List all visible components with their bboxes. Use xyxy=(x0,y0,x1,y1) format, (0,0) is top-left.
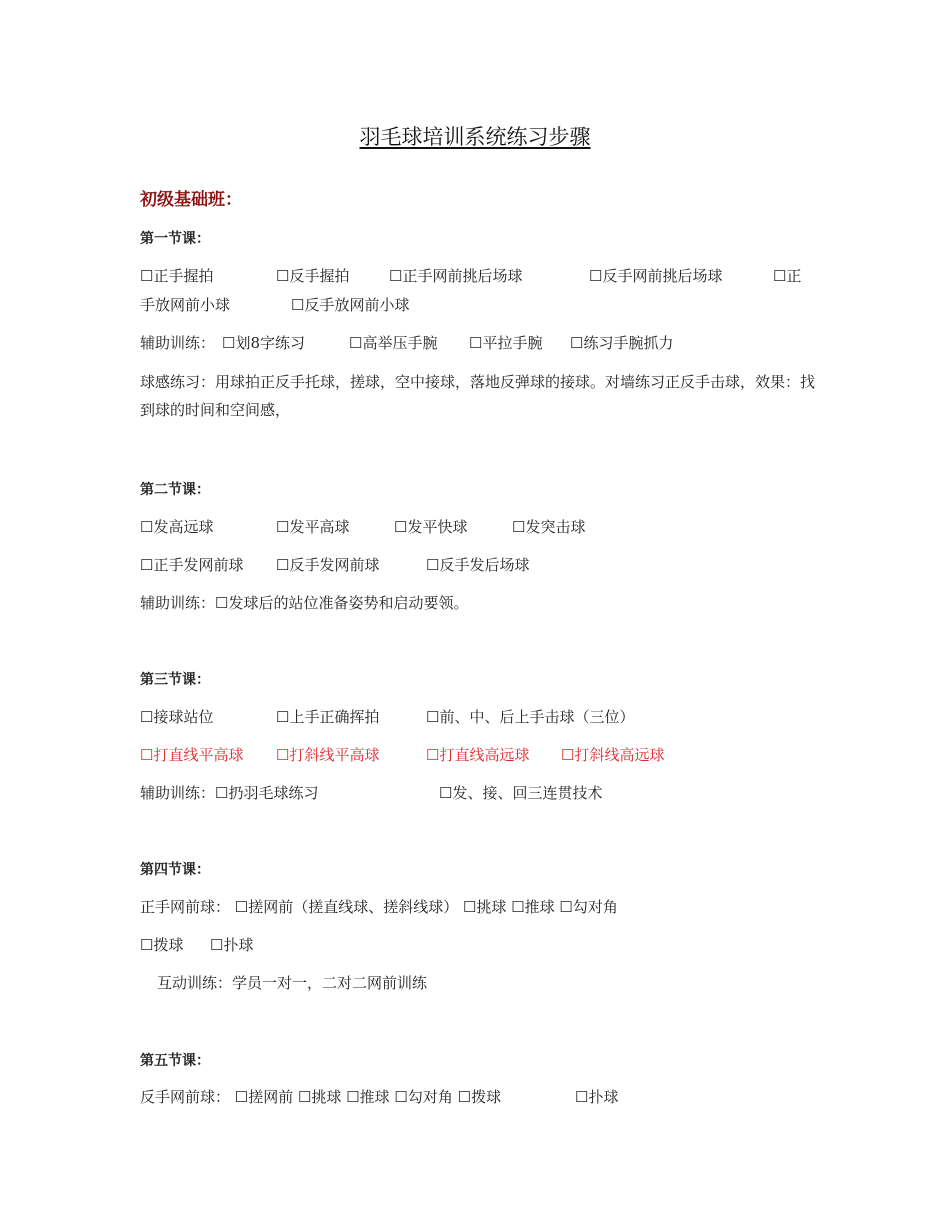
checkbox-item[interactable]: ☐发突击球 xyxy=(512,518,586,536)
lesson-1-heading: 第一节课： xyxy=(140,231,210,247)
lesson-4-interactive: 互动训练：学员一对一，二对二网前训练 xyxy=(157,974,428,992)
checkbox-item[interactable]: ☐高举压手腕 xyxy=(349,334,438,352)
checkbox-item[interactable]: ☐发高远球 xyxy=(140,518,214,536)
checkbox-item-highlighted[interactable]: ☐打直线高远球 xyxy=(426,746,530,764)
checkbox-item[interactable]: ☐反手放网前小球 xyxy=(291,296,410,314)
checkbox-item[interactable]: ☐发平高球 xyxy=(276,518,350,536)
checkbox-item[interactable]: ☐反手发网前球 xyxy=(276,556,380,574)
backhand-net-items: 反手网前球： ☐搓网前 ☐挑球 ☐推球 ☐勾对角 ☐拨球 xyxy=(140,1088,502,1106)
aux-item[interactable]: 辅助训练：☐扔羽毛球练习 xyxy=(140,784,319,802)
lesson-3-items-row-2 xyxy=(0,745,950,765)
checkbox-item-highlighted[interactable]: ☐打斜线高远球 xyxy=(561,746,665,764)
lesson-4-items-row-2 xyxy=(0,935,950,955)
checkbox-item[interactable]: ☐划8字练习 xyxy=(222,334,305,352)
checkbox-item-highlighted[interactable]: ☐打斜线平高球 xyxy=(276,746,380,764)
checkbox-item[interactable]: ☐正手发网前球 xyxy=(140,556,244,574)
checkbox-item[interactable]: ☐正手网前挑后场球 xyxy=(389,267,523,285)
lesson-4-heading: 第四节课： xyxy=(140,862,210,878)
lesson-1-aux-row xyxy=(0,333,950,353)
checkbox-item[interactable]: ☐发平快球 xyxy=(394,518,468,536)
checkbox-item[interactable]: ☐拨球 xyxy=(140,936,184,954)
lesson-2-items-row-2 xyxy=(0,555,950,575)
lesson-2-heading: 第二节课： xyxy=(140,482,210,498)
lesson-3-heading: 第三节课： xyxy=(140,672,210,688)
checkbox-item-highlighted[interactable]: ☐打直线平高球 xyxy=(140,746,244,764)
lesson-3-items-row-1 xyxy=(0,707,950,727)
lesson-3-aux-row xyxy=(0,783,950,803)
checkbox-item[interactable]: ☐上手正确挥拍 xyxy=(276,708,380,726)
checkbox-item[interactable]: ☐前、中、后上手击球（三位） xyxy=(426,708,635,726)
checkbox-item[interactable]: ☐正手握拍 xyxy=(140,267,214,285)
lesson-1-items-row-2 xyxy=(0,295,950,315)
checkbox-item[interactable]: ☐扑球 xyxy=(575,1088,619,1106)
checkbox-item-continued: 手放网前小球 xyxy=(140,296,231,314)
checkbox-item[interactable]: ☐发、接、回三连贯技术 xyxy=(439,784,603,802)
document-title: 羽毛球培训系统练习步骤 xyxy=(359,125,591,149)
lesson-5-heading: 第五节课： xyxy=(140,1053,210,1069)
checkbox-item[interactable]: ☐反手发后场球 xyxy=(426,556,530,574)
lesson-4-forehand-line: 正手网前球： ☐搓网前（搓直线球、搓斜线球） ☐挑球 ☐推球 ☐勾对角 xyxy=(140,898,618,916)
checkbox-item[interactable]: ☐接球站位 xyxy=(140,708,214,726)
lesson-5-backhand-line xyxy=(0,1087,950,1107)
checkbox-item[interactable]: ☐扑球 xyxy=(210,936,254,954)
lesson-1-items-row-1 xyxy=(0,266,950,286)
ball-feel-paragraph: 球感练习：用球拍正反手托球，搓球，空中接球，落地反弹球的接球。对墙练习正反手击球，效果：找到球的时间和空间感， xyxy=(140,373,816,419)
checkbox-item[interactable]: ☐平拉手腕 xyxy=(469,334,543,352)
checkbox-item[interactable]: ☐练习手腕抓力 xyxy=(570,334,674,352)
checkbox-item[interactable]: ☐正 xyxy=(773,267,802,285)
lesson-2-items-row-1 xyxy=(0,517,950,537)
section-heading: 初级基础班： xyxy=(140,190,242,210)
lesson-2-aux: 辅助训练：☐发球后的站位准备姿势和启动要领。 xyxy=(140,594,469,612)
aux-label: 辅助训练： xyxy=(140,334,216,352)
checkbox-item[interactable]: ☐反手网前挑后场球 xyxy=(589,267,723,285)
checkbox-item[interactable]: ☐反手握拍 xyxy=(276,267,350,285)
